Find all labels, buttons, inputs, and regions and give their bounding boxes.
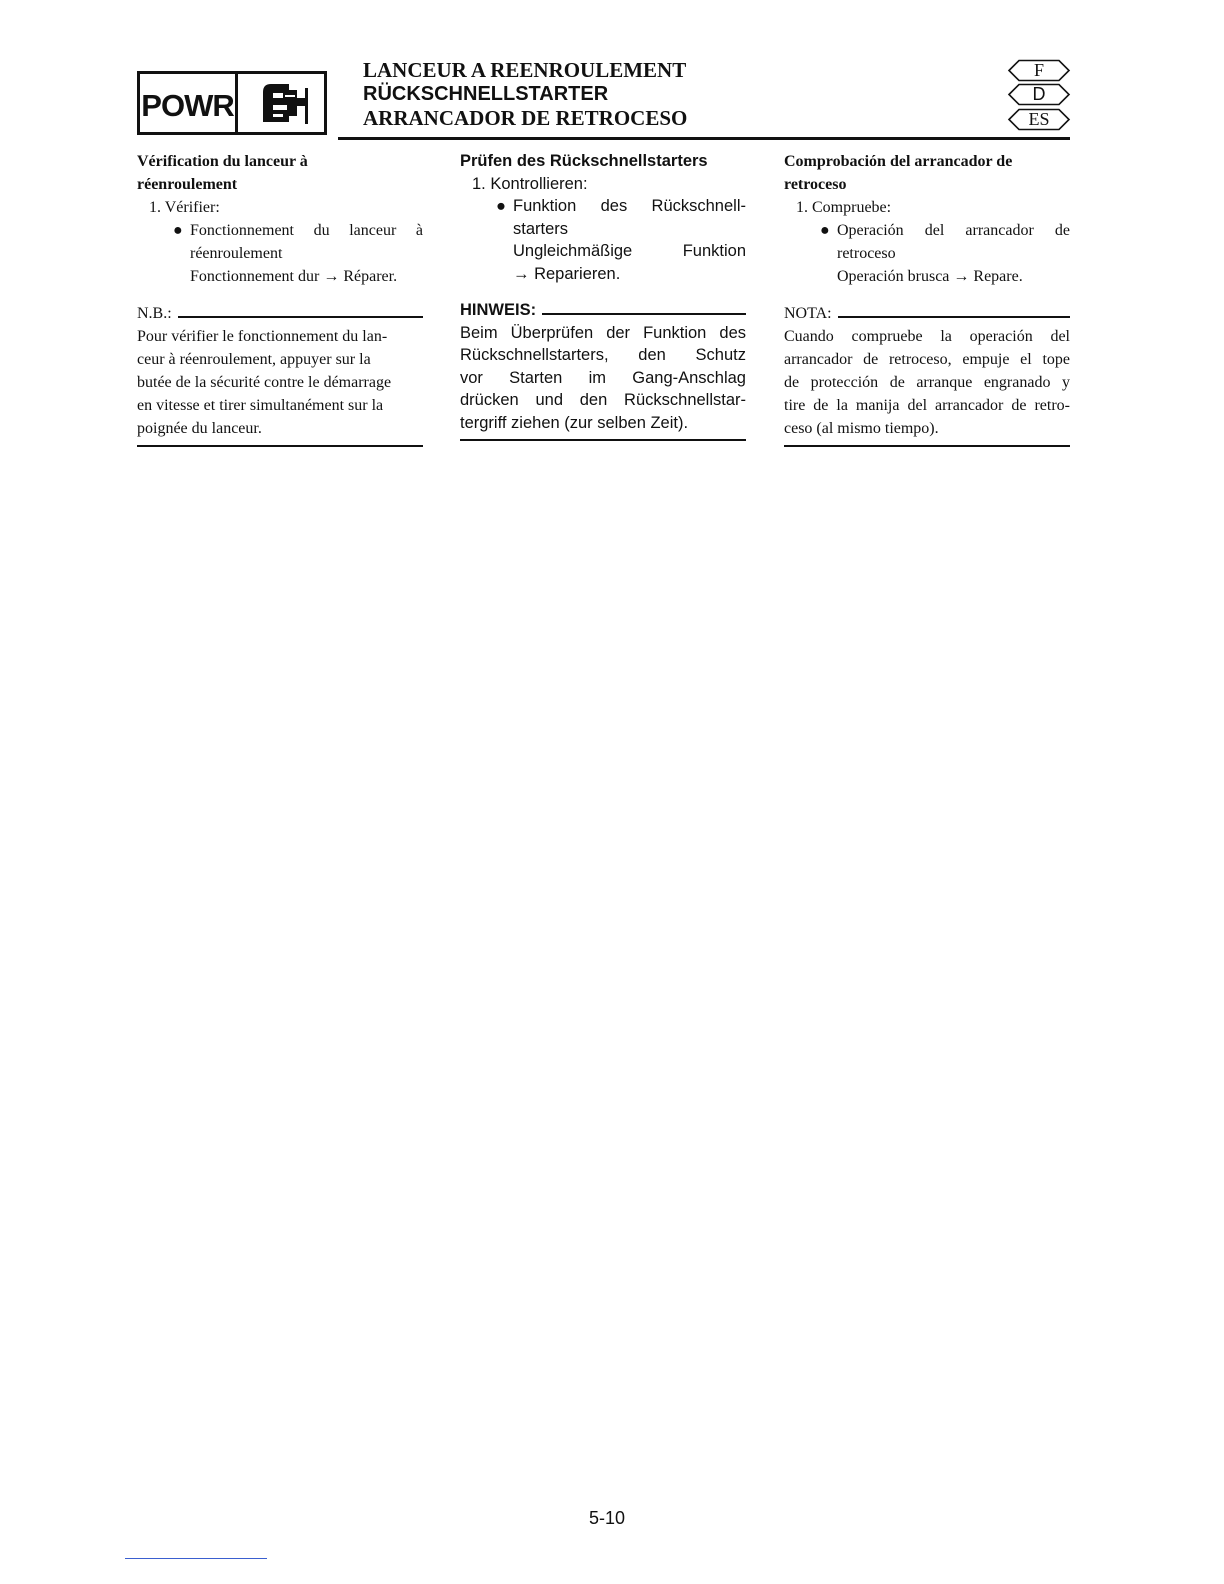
bullet-icon: ●	[820, 222, 830, 239]
language-tag-french	[1007, 59, 1071, 82]
note-es-line: de protección de arranque engranado y	[784, 374, 1070, 391]
note-de-rule	[542, 313, 746, 315]
language-code-french: F	[1033, 60, 1044, 80]
bullet-icon: ●	[173, 222, 183, 239]
page-titles	[363, 58, 687, 131]
note-es-body	[784, 325, 1070, 442]
step-de: 1. Kontrollieren:	[472, 174, 588, 193]
title-french: LANCEUR A REENROULEMENT	[363, 58, 687, 82]
bullet-de-line4: → Reparieren.	[513, 264, 621, 283]
section-label: POWR	[140, 74, 238, 132]
heading-fr-line1: Vérification du lanceur à	[137, 153, 308, 170]
note-fr-line: en vitesse et tirer simultanément sur la	[137, 397, 384, 414]
note-es-label: NOTA:	[784, 305, 832, 322]
header-rule	[338, 137, 1070, 140]
bullet-es-line3: Operación brusca → Repare.	[837, 268, 1023, 285]
bullet-de-line1: Funktion des Rückschnell-	[513, 197, 746, 215]
note-es-header	[784, 302, 1070, 325]
note-es-line: Cuando compruebe la operación del	[784, 328, 1070, 345]
bullet-es	[784, 219, 1070, 242]
bullet-fr-line2: réenroulement	[190, 245, 283, 262]
language-tag-german	[1007, 83, 1071, 106]
bullet-de-line2: starters	[513, 219, 569, 238]
step-fr: 1. Vérifier:	[149, 199, 220, 216]
note-fr-line: ceur à réenroulement, appuyer sur la	[137, 351, 371, 368]
note-fr-header	[137, 302, 423, 325]
note-fr-end-rule	[137, 445, 423, 447]
bullet-fr-line1: Fonctionnement du lanceur à	[190, 222, 423, 239]
bullet-icon: ●	[496, 197, 506, 215]
title-german: RÜCKSCHNELLSTARTER	[363, 83, 609, 105]
heading-es-line1: Comprobación del arrancador de	[784, 153, 1013, 170]
heading-de: Prüfen des Rückschnellstarters	[460, 152, 708, 170]
heading-fr-line2: réenroulement	[137, 176, 238, 193]
bullet-fr-line3: Fonctionnement dur → Réparer.	[190, 268, 398, 285]
note-es-line: ceso (al mismo tiempo).	[784, 420, 939, 437]
note-fr-line: poignée du lanceur.	[137, 420, 262, 437]
note-de-line: Rückschnellstarters, den Schutz	[460, 346, 746, 364]
language-tag-spanish	[1007, 108, 1071, 131]
note-de-line: Beim Überprüfen der Funktion des	[460, 323, 746, 342]
title-spanish: ARRANCADOR DE RETROCESO	[363, 105, 688, 130]
note-de-header	[460, 299, 746, 322]
section-badge	[137, 71, 327, 135]
bullet-de	[460, 195, 746, 218]
note-de-line: tergriff ziehen (zur selben Zeit).	[460, 413, 689, 432]
bottom-edge-rule	[125, 1558, 267, 1559]
column-spanish	[784, 150, 1070, 447]
note-de-line: vor Starten im Gang-Anschlag	[460, 368, 746, 387]
note-de-end-rule	[460, 439, 746, 441]
note-es-line: arrancador de retroceso, empuje el tope	[784, 351, 1070, 368]
note-es-line: tire de la manija del arrancador de retro-	[784, 397, 1070, 414]
column-german	[460, 150, 746, 441]
note-fr-line: Pour vérifier le fonctionnement du lan-	[137, 328, 388, 345]
note-de-label: HINWEIS:	[460, 301, 537, 319]
powertrain-icon	[238, 74, 324, 132]
note-de-body	[460, 322, 746, 437]
heading-es-line2: retroceso	[784, 176, 847, 193]
language-code-german: D	[1032, 84, 1046, 104]
note-fr-label: N.B.:	[137, 305, 172, 322]
bullet-es-line1: Operación del arrancador de	[837, 222, 1070, 239]
step-es: 1. Compruebe:	[796, 199, 892, 216]
bullet-de-line3: Ungleichmäßige Funktion	[513, 242, 746, 260]
bullet-es-line2: retroceso	[837, 245, 896, 262]
note-fr-body	[137, 325, 423, 442]
note-fr-rule	[178, 316, 423, 318]
page-number: 5-10	[588, 1508, 626, 1528]
column-french	[137, 150, 423, 447]
bullet-fr	[137, 219, 423, 242]
note-fr-line: butée de la sécurité contre le démarrage	[137, 374, 392, 391]
note-es-end-rule	[784, 445, 1070, 447]
language-code-spanish: ES	[1028, 109, 1050, 129]
note-de-line: drücken und den Rückschnellstar-	[460, 391, 746, 409]
note-es-rule	[838, 316, 1070, 318]
